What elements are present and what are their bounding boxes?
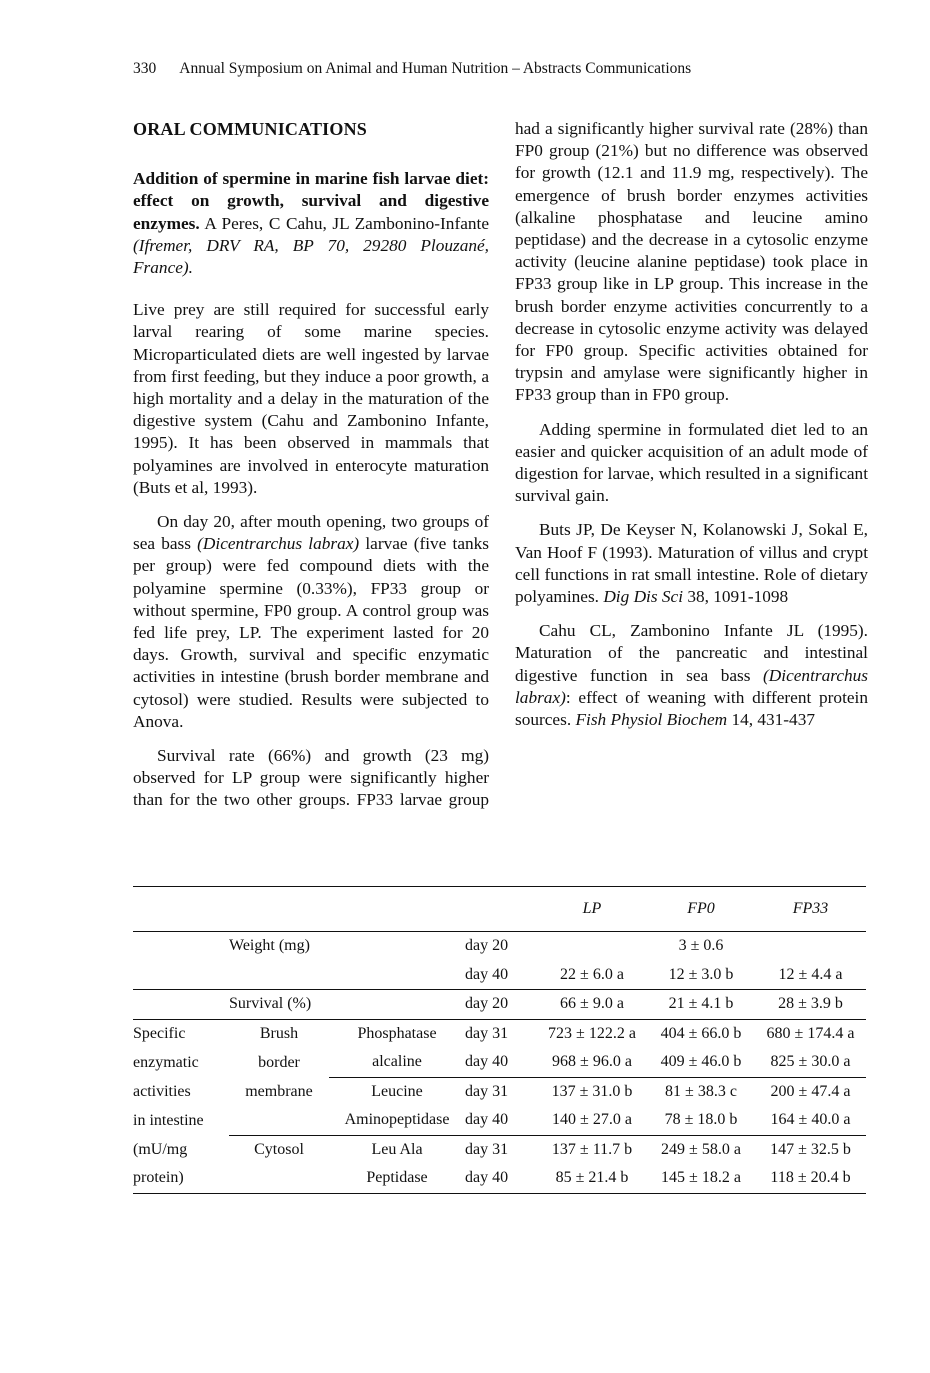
results-table-wrap (133, 886, 866, 1194)
abstract-authors: A Peres, C Cahu, JL Zambonino-Infante (204, 213, 489, 233)
cell-shared: 3 ± 0.6 (678, 937, 724, 955)
results-table (133, 886, 866, 1194)
abstract-title: Addition of spermine in marine fish larvae diet: effect on growth, survival and digestive enzymes. (133, 169, 489, 233)
cell-day: day 31 (465, 1077, 537, 1106)
cell-day: day 40 (465, 1053, 509, 1071)
ref1-volume: 38, 1091-1098 (683, 587, 789, 607)
page-number: 330 (133, 60, 157, 77)
cell-lp: 723 ± 122.2 a (548, 1024, 636, 1042)
cell-lp: 66 ± 9.0 a (560, 995, 624, 1013)
group-label-line: protein) (133, 1169, 184, 1187)
abstract-heading (133, 168, 489, 279)
cytosol-label: Cytosol (229, 1135, 329, 1164)
right-column-refs (515, 118, 868, 848)
ref2-volume: 14, 431-437 (727, 710, 815, 730)
cell-lp: 140 ± 27.0 a (552, 1111, 632, 1129)
cell-fp0: 12 ± 3.0 b (668, 965, 734, 983)
weight-label: Weight (mg) (229, 937, 310, 955)
cell-lp: 137 ± 31.0 b (537, 1077, 647, 1106)
cell-fp0: 21 ± 4.1 b (668, 995, 734, 1013)
table-row (133, 1164, 866, 1193)
section-heading: ORAL COMMUNICATIONS (133, 119, 367, 139)
table-row (133, 990, 866, 1020)
ref2-text: Cahu CL, Zambonino Infante JL (1995). Maturation of the pancreatic and intestinal digestive function in sea bass (515, 621, 868, 685)
enzyme-name: Aminopeptidase (344, 1111, 450, 1129)
cell-day: day 31 (465, 1135, 537, 1164)
cell-day: day 31 (465, 1024, 509, 1042)
cell-fp33: 164 ± 40.0 a (770, 1111, 851, 1129)
table-row (133, 1077, 866, 1106)
paragraph-conclusion: Adding spermine in formulated diet led to an easier and quicker acquisition of an adult mode of digestion for larvae, which resulted in a significant survival gain. (515, 419, 868, 506)
cell-fp0: 145 ± 18.2 a (661, 1169, 741, 1187)
enzyme-name: Phosphatase (357, 1024, 437, 1042)
cell-fp33: 118 ± 20.4 b (770, 1169, 851, 1187)
cell-lp: 137 ± 11.7 b (537, 1135, 647, 1164)
table-row (133, 1048, 866, 1077)
cell-lp: 968 ± 96.0 a (552, 1053, 632, 1071)
running-head (133, 60, 833, 78)
paragraph-intro: Live prey are still required for successful early larval rearing of some marine species. Microparticulated diets are well ingested by larvae from first feeding, but they induce a poor growth, a high mortality and a delay in the maturation of the digestive system (Cahu and Zambonino Infante, 1995). It has been observed in mammals that polyamines are involved in enterocyte maturation (Buts et al, 1993). (133, 300, 489, 497)
ref2-journal: Fish Physiol Biochem (575, 710, 728, 730)
ref2-text-b: : effect of weaning with different protein sources. (515, 687, 868, 730)
cell-lp: 85 ± 21.4 b (555, 1169, 629, 1187)
group-label-line: enzymatic (133, 1053, 199, 1071)
group-label-line: in intestine (133, 1111, 204, 1129)
cell-fp33: 147 ± 32.5 b (755, 1135, 866, 1164)
group-label-line: (mU/mg (133, 1140, 188, 1158)
cell-fp33: 200 ± 47.4 a (755, 1077, 866, 1106)
enzyme-name: Peptidase (366, 1169, 428, 1187)
cell-fp0: 78 ± 18.0 b (664, 1111, 738, 1129)
cell-fp0: 409 ± 46.0 b (660, 1053, 742, 1071)
paragraph-results: Survival rate (66%) and growth (23 mg) observed for LP group were significantly higher than for the two other groups. FP33 larvae group (133, 746, 489, 810)
table-row (133, 932, 866, 961)
ref2-species: (Dicentrarchus labrax) (515, 665, 868, 707)
paragraph-methods (133, 511, 489, 733)
brush-border-line: Brush (259, 1024, 299, 1042)
cell-fp33: 825 ± 30.0 a (770, 1053, 851, 1071)
cell-day: day 40 (465, 965, 509, 983)
cell-fp0: 81 ± 38.3 c (647, 1077, 755, 1106)
table-row (133, 1135, 866, 1164)
cell-fp33: 12 ± 4.4 a (778, 965, 843, 983)
cell-day: day 40 (465, 1169, 509, 1187)
col-header-fp33: FP33 (792, 900, 829, 917)
reference-buts (515, 519, 868, 608)
paragraph-results-continued: had a significantly higher survival rate (28%) than FP0 group (21%) but no difference was observed for growth (12.1 and 11.9 mg, respectively). The emergence of brush border enzymes activities (alkaline phosphatase and leucine amino peptidase) and the decrease in a cytosolic enzyme activity (leucine alanine peptidase) took place in FP33 group like in LP group. This increase in the brush border enzyme activities concurrently to a decrease in cytosolic enzyme activity was delayed for FP0 group. Specific activities obtained for trypsin and amylase were significantly higher in FP33 group than in FP0 group. (515, 119, 868, 405)
methods-text-b: larvae (five tanks per group) were fed compound diets with the polyamine spermine (0.33%), FP33 group or without spermine, FP0 group. A control group was fed life prey, LP. The experiment lasted for 20 days. Growth, survival and specific enzymatic activities in intestine (brush border membrane and cytosol) were studied. Results were subjected to Anova. (133, 534, 489, 731)
survival-label: Survival (%) (229, 995, 312, 1013)
col-header-lp: LP (582, 900, 602, 917)
cell-fp33: 28 ± 3.9 b (778, 995, 843, 1013)
enzyme-name: Leu Ala (329, 1135, 465, 1164)
group-label-line: activities (133, 1082, 191, 1100)
results-continuation (515, 118, 868, 407)
left-column (133, 118, 489, 824)
cell-day: day 20 (465, 937, 509, 955)
cell-lp: 22 ± 6.0 a (560, 965, 624, 983)
cell-day: day 20 (465, 995, 509, 1013)
col-header-fp0: FP0 (687, 900, 715, 917)
cell-fp33: 680 ± 174.4 a (766, 1024, 855, 1042)
group-label-line: Specific (133, 1024, 186, 1042)
enzyme-name: alcaline (372, 1053, 422, 1071)
brush-border-line: membrane (245, 1082, 313, 1100)
running-title: Annual Symposium on Animal and Human Nutrition – Abstracts Communications (179, 60, 692, 77)
cell-day: day 40 (465, 1111, 509, 1129)
ref1-journal: Dig Dis Sci (603, 587, 684, 607)
table-row (133, 1019, 866, 1048)
species-name: (Dicentrarchus labrax) (197, 534, 360, 554)
reference-cahu (515, 620, 868, 731)
abstract-affiliation: (Ifremer, DRV RA, BP 70, 29280 Plouzané, France). (133, 235, 489, 278)
methods-text-a: On day 20, after mouth opening, two groups of sea bass (133, 512, 489, 554)
table-row (133, 961, 866, 990)
table-row (133, 1106, 866, 1135)
enzyme-name: Leucine (329, 1077, 465, 1106)
cell-fp0: 249 ± 58.0 a (647, 1135, 755, 1164)
brush-border-line: border (258, 1053, 300, 1071)
cell-fp0: 404 ± 66.0 b (660, 1024, 742, 1042)
ref1-text: Buts JP, De Keyser N, Kolanowski J, Sokal E, Van Hoof F (1993). Maturation of villus and crypt cell functions in rat small intestine. Role of dietary polyamines. (515, 520, 868, 607)
table-header-row (133, 887, 866, 932)
